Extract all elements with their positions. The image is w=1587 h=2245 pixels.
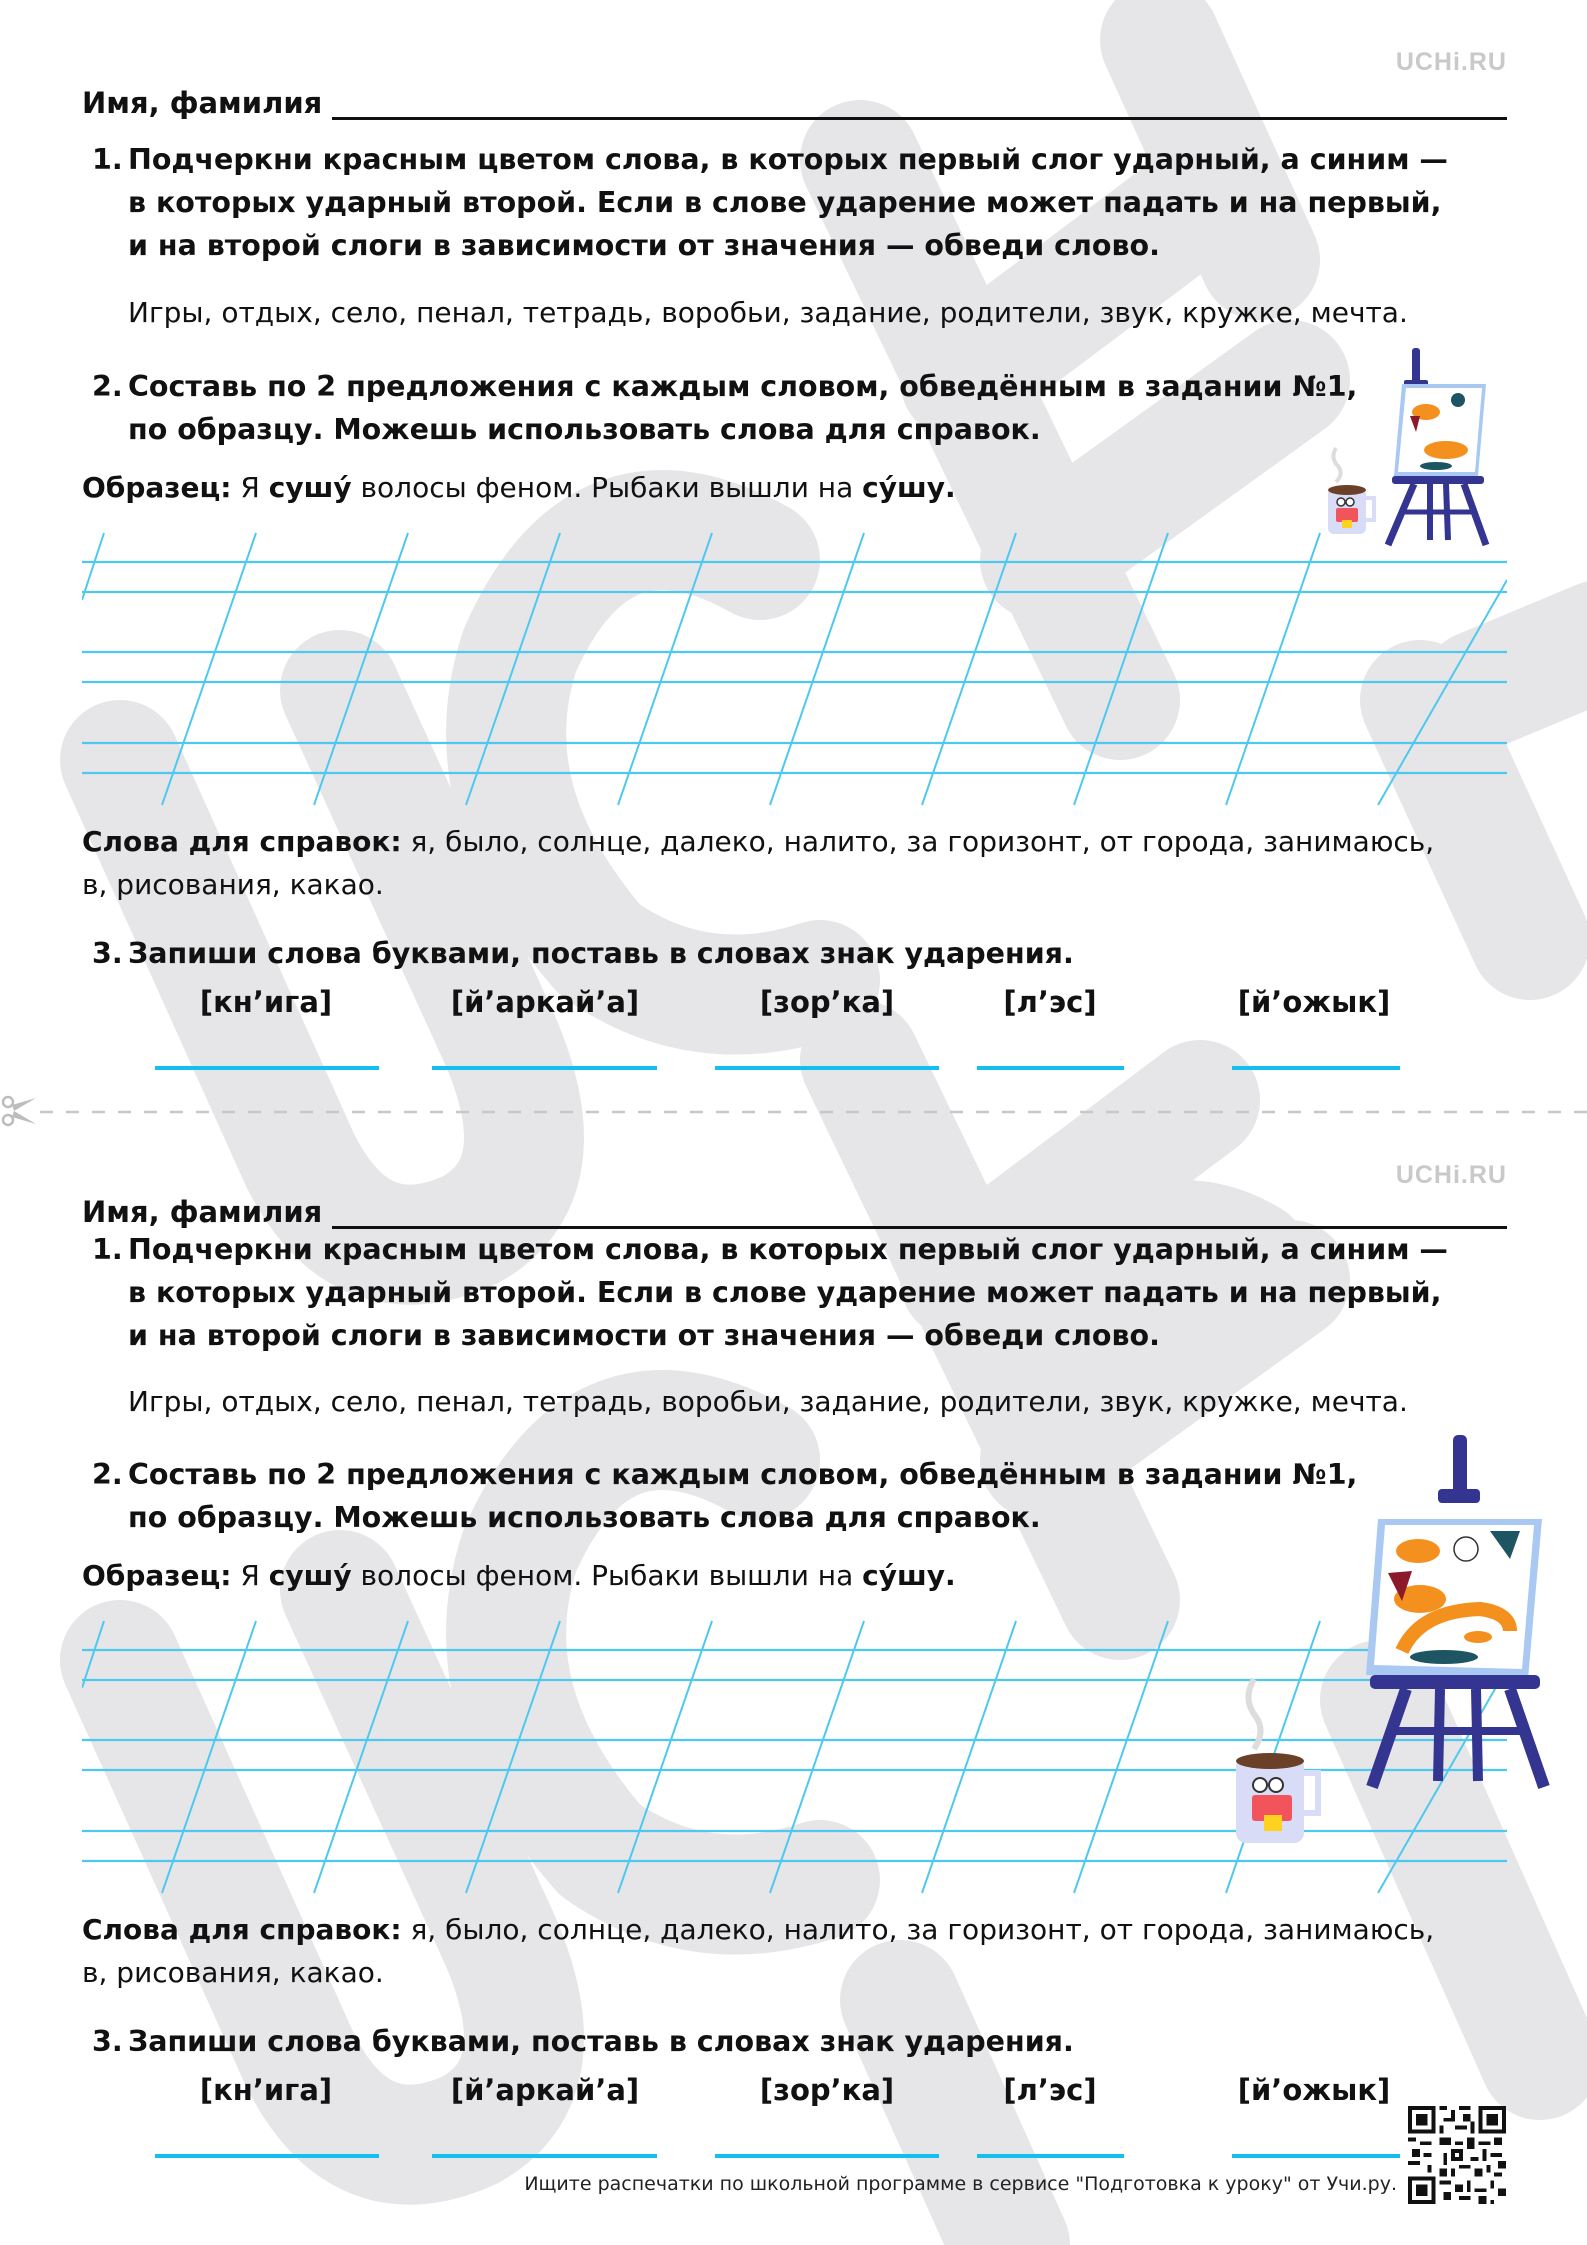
task-1-line: Подчеркни красным цветом слова, в которых первый слог ударный, а синим — [128,143,1448,176]
reference-words-line: в, рисования, какао. [82,1956,384,1989]
mug-icon [1232,1669,1328,1849]
reference-words-line: в, рисования, какао. [82,868,384,901]
task-1-line: и на второй слоги в зависимости от значения — обведи слово. [128,1319,1160,1352]
footer-note: Ищите распечатки по школьной программе в сервисе "Подготовка к уроку" от Учи.ру. [524,2173,1397,2195]
task-3 [92,932,1074,975]
answer-line-3[interactable] [715,1066,939,1070]
reference-words-line: я, было, солнце, далеко, налито, за горизонт, от города, занимаюсь, [410,1913,1435,1946]
transcription-2: [й’аркай’а] [450,2073,640,2107]
scissors-icon [0,1094,40,1128]
reference-words [82,820,1434,863]
mug-icon [1322,440,1382,540]
task-number: 3. [92,937,123,970]
task-2 [92,365,1357,451]
name-input-line[interactable] [332,87,1507,120]
name-field[interactable] [82,84,1507,120]
answer-line-4[interactable] [977,1066,1124,1070]
task-1 [92,138,1448,267]
answer-line-2[interactable] [432,2154,657,2158]
transcription-3: [зор’ка] [759,2073,895,2107]
task-number: 1. [92,1233,123,1266]
answer-line-4[interactable] [977,2154,1124,2158]
task-1-line: в которых ударный второй. Если в слове ударение может падать и на первый, [128,1276,1442,1309]
transcription-4: [л’эс] [1003,2073,1097,2107]
transcription-4: [л’эс] [1003,985,1097,1019]
example-stressed-word: су́шу. [862,471,956,504]
example-text: волосы феном. Рыбаки вышли на [360,471,854,504]
task-2-line: Составь по 2 предложения с каждым словом, обведённым в задании №1, [128,370,1358,403]
task-number: 2. [92,1458,123,1491]
reference-label: Слова для справок: [82,825,402,858]
transcription-2: [й’аркай’а] [450,985,640,1019]
example-stressed-word: су́шу. [862,1559,956,1592]
example-text: волосы феном. Рыбаки вышли на [360,1559,854,1592]
example-text: Я [240,1559,260,1592]
task-number: 1. [92,143,123,176]
answer-line-5[interactable] [1232,1066,1400,1070]
example-stressed-word: сушу́ [268,1559,352,1592]
task-1-line: Подчеркни красным цветом слова, в которых первый слог ударный, а синим — [128,1233,1448,1266]
example-sentence [82,466,956,509]
task-3 [92,2020,1074,2063]
task-1-word-list: Игры, отдых, село, пенал, тетрадь, воробьи, задание, родители, звук, кружке, мечта. [128,296,1408,329]
answer-line-5[interactable] [1232,2154,1400,2158]
task-3-text: Запиши слова буквами, поставь в словах знак ударения. [128,937,1074,970]
example-text: Я [240,471,260,504]
transcription-5: [й’ожык] [1237,985,1391,1019]
task-1 [92,1228,1448,1357]
reference-words [82,1908,1434,1951]
transcription-3: [зор’ка] [759,985,895,1019]
qr-code-icon[interactable] [1408,2106,1506,2204]
uchiru-logo: UCHi.RU [1395,1161,1507,1189]
task-number: 2. [92,370,123,403]
task-number: 3. [92,2025,123,2058]
task-1-word-list: Игры, отдых, село, пенал, тетрадь, воробьи, задание, родители, звук, кружке, мечта. [128,1385,1408,1418]
answer-line-3[interactable] [715,2154,939,2158]
answer-line-1[interactable] [155,1066,379,1070]
reference-words-line: я, было, солнце, далеко, налито, за горизонт, от города, занимаюсь, [410,825,1435,858]
worksheet-bottom [0,1087,1587,2187]
task-1-line: в которых ударный второй. Если в слове ударение может падать и на первый, [128,186,1442,219]
task-2 [92,1453,1357,1539]
transcription-5: [й’ожык] [1237,2073,1391,2107]
name-input-line[interactable] [332,1196,1507,1229]
answer-line-2[interactable] [432,1066,657,1070]
task-1-line: и на второй слоги в зависимости от значения — обведи слово. [128,229,1160,262]
example-label: Образец: [82,1559,232,1592]
answer-line-1[interactable] [155,2154,379,2158]
example-sentence [82,1554,956,1597]
worksheet-top [0,0,1587,1100]
easel-painting-icon [1360,1431,1550,1791]
uchiru-logo: UCHi.RU [1395,48,1507,76]
cut-line [0,1106,1587,1118]
example-label: Образец: [82,471,232,504]
name-field[interactable] [82,1193,1507,1229]
name-label: Имя, фамилия [82,86,323,120]
transcription-1: [кн’ига] [199,2073,333,2107]
name-label: Имя, фамилия [82,1195,323,1229]
task-3-text: Запиши слова буквами, поставь в словах знак ударения. [128,2025,1074,2058]
task-2-line: по образцу. Можешь использовать слова для справок. [128,413,1041,446]
task-2-line: Составь по 2 предложения с каждым словом, обведённым в задании №1, [128,1458,1358,1491]
example-stressed-word: сушу́ [268,471,352,504]
reference-label: Слова для справок: [82,1913,402,1946]
writing-area[interactable] [82,530,1507,810]
transcription-1: [кн’ига] [199,985,333,1019]
task-2-line: по образцу. Можешь использовать слова для справок. [128,1501,1041,1534]
